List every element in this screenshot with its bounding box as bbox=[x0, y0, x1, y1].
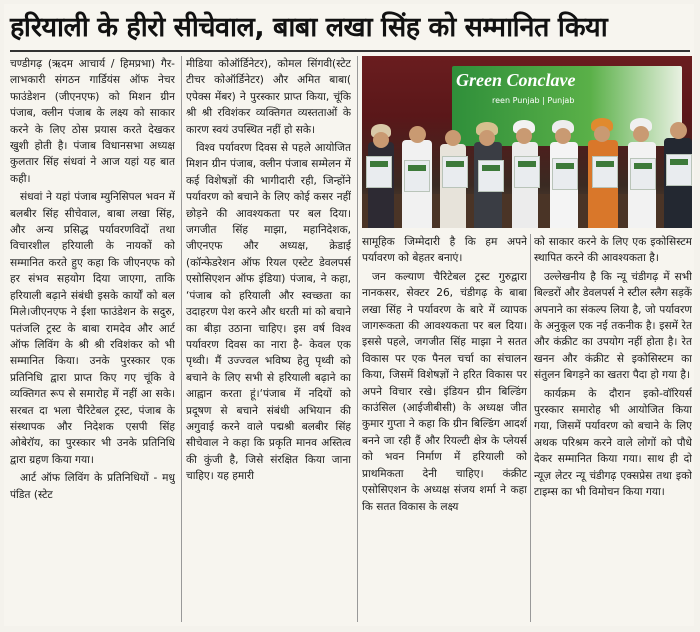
newsletter-copy bbox=[630, 158, 656, 190]
person-head bbox=[633, 126, 649, 142]
banner-text: Green Conclave bbox=[456, 70, 576, 90]
newsletter-copy bbox=[404, 160, 430, 192]
person-head bbox=[516, 128, 532, 144]
column-4-paragraph-2: उल्लेखनीय है कि न्यू चंडीगढ़ में सभी बिल्डरों और डेवलपर्स ने स्टील स्लैग सड़कें अपनाने का संकल्प लिया है, जो पर्यावरण के अनुकूल एक नई तकनीक है। इसमें रेत और कंक्रीट का उपयोग नहीं होता है। रेत खनन और कंक्रीट से इकोसिस्टम का संतुलन बिगड़ने का खतरा पैदा हो गया है। bbox=[534, 270, 692, 382]
headline-rule bbox=[10, 50, 690, 52]
newsletter-copy bbox=[666, 154, 692, 186]
article-column-3 bbox=[362, 234, 527, 622]
column-1-paragraph-3: आर्ट ऑफ लिविंग के प्रतिनिधियों - मधु पंडित (स्टेट bbox=[10, 472, 175, 501]
person-head bbox=[373, 132, 389, 148]
person-head bbox=[409, 126, 426, 143]
column-2-paragraph-2: विश्व पर्यावरण दिवस से पहले आयोजित मिशन ग्रीन पंजाब, क्लीन पंजाब सम्मेलन में कई विशेषज्ञों की भागीदारी रही, जिन्होंने पर्यावरण को बचाने के लिए कोई कसर नहीं छोड़ने की आवश्यकता पर बल दिया। जगजीत सिंह माझा, महानिदेशक, जीएनएफ और अध्यक्ष, क्रेडाई (कॉन्फेडरेशन ऑफ रियल एस्टेट डेवलपर्स एसोसिएशन ऑफ इंडिया) पंजाब, ने कहा, ‘पंजाब को हरियाली और स्वच्छता का उदाहरण पेश करने और धरती मां को बचाने का बीड़ा उठाना चाहिए। इस वर्ष विश्व पर्यावरण दिवस का नारा है- केवल एक पृथ्वी। मैं उज्ज्वल भविष्य हेतु पृथ्वी को बचाने के लिए सभी से हरियाली बढ़ाने का आह्वान करता हूं।‘पंजाब में नदियों को प्रदूषण से बचाने संबंधी अभियान की अगुवाई करने वाले पद्मश्री बलबीर सिंह सीचेवाल ने कहा कि प्रकृति मानव अस्तित्व की कुंजी है, जिसे संरक्षित किया जाना चाहिए। यह हमारी bbox=[186, 142, 351, 483]
column-1-paragraph-2: संधवां ने यहां पंजाब म्युनिसिपल भवन में बलबीर सिंह सीचेवाल, बाबा लखा सिंह, और अन्य प्रसिद्ध पर्यावरणविदों तथा विचारशील हरियाली के नायकों को सम्मानित करते हुए कहा कि जीएनएफ को हर संभव सहयोग दिया जाएगा, ताकि हरियाली बढ़ाने संबंधी इसके कार्यों को बल मिले।जीएनएफ ने ईशा फाउंडेशन के सदुरु, पतंजलि ट्रस्ट के बाबा रामदेव और आर्ट ऑफ लिविंग के श्री श्री रविशंकर को भी सम्मानित किया। उनके पुरस्कार एक प्रतिनिधि द्वारा प्राप्त किए गए चूंकि वे व्यक्तिगत रूप से समारोह में नहीं आ सके। सरबत दा भला चैरिटेबल ट्रस्ट, पंजाब के संस्थापक और निदेशक एसपी सिंह ओबेरॉय, का पुरस्कार भी उनके प्रतिनिधि द्वारा ग्रहण किया गया। bbox=[10, 191, 175, 466]
person-head bbox=[479, 130, 495, 146]
column-3-paragraph-2: जन कल्याण चैरिटेबल ट्रस्ट गुरुद्वारा नानकसर, सेक्टर 26, चंडीगढ़ के बाबा लखा सिंह ने पर्यावरण के बारे में व्यापक जागरूकता की आवश्यकता पर बल दिया। इससे पहले, जगजीत सिंह माझा ने सतत विकास पर एक पैनल चर्चा का संचालन किया, जिसमें विशेषज्ञों ने हरित विकास पर अपने विचार रखे। इंडियन ग्रीन बिल्डिंग काउंसिल (आईजीबीसी) के अध्यक्ष जीत कुमार गुप्ता ने कहा कि ग्रीन बिल्डिंग आदर्श बनने जा रही हैं और रियल्टी क्षेत्र के प्लेयर्स को भवन निर्माण में हरियाली को प्राथमिकता देनी चाहिए। कंक्रीट एसोसिएशन के अध्यक्ष संजय शर्मा ने कहा कि सतत विकास के लक्ष्य bbox=[362, 270, 527, 513]
person-head bbox=[555, 128, 571, 144]
person-head bbox=[594, 126, 610, 142]
column-3-paragraph-1: सामूहिक जिम्मेदारी है कि हम अपने पर्यावरण को बेहतर बनाएं। bbox=[362, 236, 527, 265]
newsletter-copy bbox=[366, 156, 392, 188]
event-photo bbox=[362, 56, 692, 228]
person-head bbox=[670, 122, 687, 139]
column-divider bbox=[357, 56, 358, 622]
banner-subtext: reen Punjab | Punjab bbox=[492, 96, 575, 105]
column-divider bbox=[181, 56, 182, 622]
headline: हरियाली के हीरो सीचेवाल, बाबा लखा सिंह को सम्मानित किया bbox=[10, 12, 608, 43]
column-divider bbox=[530, 234, 531, 622]
newsletter-copy bbox=[592, 156, 618, 188]
column-1-paragraph-1: चण्डीगढ़ (ऋदम आचार्य / हिमप्रभा) गैर-लाभकारी संगठन गार्डियंस ऑफ नेचर फाउंडेशन (जीएनएफ) को मिशन ग्रीन पंजाब, क्लीन पंजाब के लक्ष्य को साकार करने के लिए ठोस प्रयास करते देखकर खुशी होती है। पंजाब विधानसभा अध्यक्ष कुलतार सिंह संधवां ने आज यहां यह बात कही। bbox=[10, 58, 175, 185]
article-column-2 bbox=[186, 56, 351, 622]
article-column-4 bbox=[534, 234, 692, 622]
article-column-1 bbox=[10, 56, 175, 622]
newspaper-clipping bbox=[4, 4, 694, 626]
column-4-paragraph-3: कार्यक्रम के दौरान इको-वॉरियर्स पुरस्कार समारोह भी आयोजित किया गया, जिसमें पर्यावरण को बचाने के लिए अथक परिश्रम करने वाले लोगों को पौधे देकर सम्मानित किया गया। साथ ही दो न्यूज़ लेटर न्यू चंडीगढ़ एक्सप्रेस तथा इको टाइम्स का भी विमोचन किया गया। bbox=[534, 387, 692, 499]
newsletter-copy bbox=[514, 156, 540, 188]
newsletter-copy bbox=[478, 160, 504, 192]
newsletter-copy bbox=[552, 158, 578, 190]
column-2-paragraph-1: मीडिया कोऑर्डिनेटर), कोमल सिंगवी(स्टेट टीचर कोऑर्डिनेटर) और अमित बाबा( एपेक्स मेंबर) ने पुरस्कार प्राप्त किया, चूंकि श्री श्री रविशंकर व्यक्तिगत व्यस्तताओं के कारण स्वयं उपस्थित नहीं हो सके। bbox=[186, 58, 351, 136]
newsletter-copy bbox=[442, 156, 468, 188]
column-4-paragraph-1: को साकार करने के लिए एक इकोसिस्टम स्थापित करने की आवश्यकता है। bbox=[534, 236, 692, 265]
person-head bbox=[445, 130, 461, 146]
